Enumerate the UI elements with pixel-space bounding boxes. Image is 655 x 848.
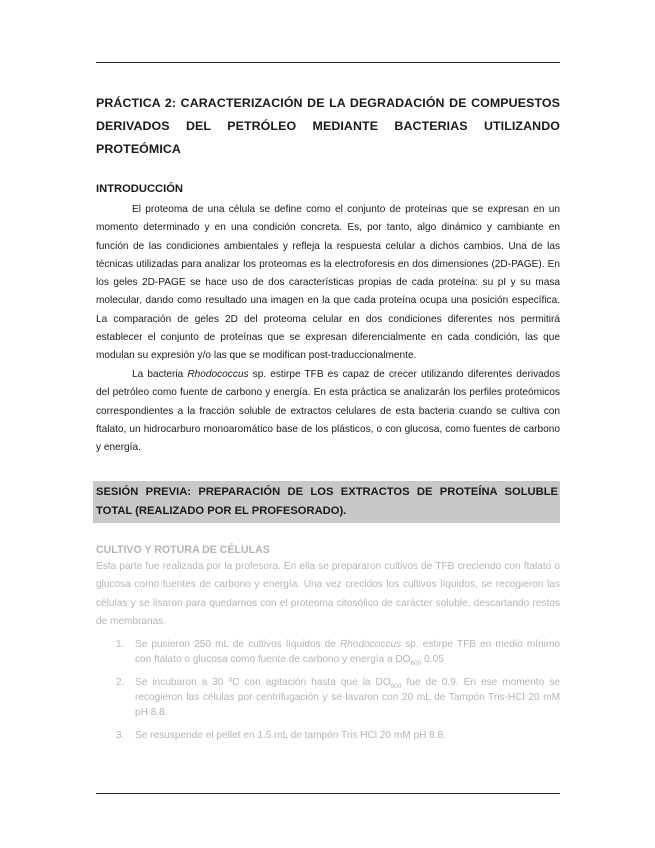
intro-p2-text-end: sp. estirpe TFB es capaz de crecer utilizando diferentes derivados del petróleo como fuente de carbono y energía. En esta práctica se analizarán los perfiles proteómicos correspondientes a la fracción soluble de extractos celulares de esta bacteria cuando se cultiva con ftalato, un hidrocarburo monoaromático base de los plásticos, o con glucosa, como fuentes de carbono y energía. — [96, 369, 561, 454]
step-text: sp. estirpe TFB en medio mínimo con ftalato o glucosa como fuente de carbono y energía a DO — [135, 639, 560, 665]
step-number: 3. — [116, 730, 125, 741]
footer-rule — [96, 793, 560, 794]
step-text: Se resuspende el pellet en 1.5 mL de tampón Tris HCl 20 mM pH 8.8. — [135, 730, 447, 741]
procedure-step — [116, 675, 560, 720]
step-number: 1. — [116, 639, 125, 650]
session-heading: SESIÓN PREVIA: PREPARACIÓN DE LOS EXTRACTOS DE PROTEÍNA SOLUBLE TOTAL (REALIZADO POR EL PROFESORADO). — [96, 486, 558, 517]
cultivo-paragraph: Esta parte fue realizada por la profesora. En ella se prepararon cultivos de TFB creciendo con ftalato o glucosa como fuentes de carbono y energía. Una vez crecidos los cultivos líquidos, se recogieron las células y se lisaron para quedarnos con el proteoma citosólico de carácter soluble, descartando restos de membranas. — [96, 561, 560, 627]
od-subscript: 600 — [390, 683, 402, 691]
intro-paragraph-1: El proteoma de una célula se define como el conjunto de proteínas que se expresan en un momento determinado y en una condición concreta. Es, por tanto, algo dinámico y cambiante en función de las condiciones ambientales y refleja la respuesta celular a dichos cambios. Una de las técnicas utilizadas para analizar los proteomas es la electroforesis en dos dimensiones (2D-PAGE). En los geles 2D-PAGE se hace uso de dos características propias de cada proteína: su pI y su masa molecular, dando como resultado una imagen en la que cada proteína ocupa una posición específica. La comparación de geles 2D del proteoma celular en dos condiciones diferentes nos permitirá establecer el conjunto de proteínas que se expresan diferencialmente en cada condición, las que modulan su expresión y/o las que se modifican post-traduccionalmente. — [96, 204, 560, 362]
step-text: Se incubaron a 30 ºC con agitación hasta que la DO — [135, 677, 391, 688]
species-name: Rhodococcus — [339, 639, 402, 650]
step-text: fue de 0.9. En ese momento se recogieron las células por centrifugación y se lavaron con 20 mL de Tampón Tris-HCl 20 mM pH 8.8. — [135, 677, 560, 718]
species-name: Rhodococcus — [187, 369, 249, 380]
page-title: PRÁCTICA 2: CARACTERIZACIÓN DE LA DEGRADACIÓN DE COMPUESTOS DERIVADOS DEL PETRÓLEO MEDIANTE BACTERIAS UTILIZANDO PROTEÓMICA — [96, 96, 560, 156]
procedure-step — [116, 637, 560, 667]
step-number: 2. — [116, 677, 125, 688]
session-heading-box — [93, 481, 560, 523]
intro-p2-text-start: La bacteria — [132, 369, 188, 380]
od-subscript: 600 — [410, 660, 422, 668]
procedure-steps — [116, 637, 560, 751]
header-rule — [96, 62, 560, 63]
section-heading-introduccion: INTRODUCCIÓN — [96, 183, 184, 195]
subsection-heading-cultivo: CULTIVO Y ROTURA DE CÉLULAS — [96, 544, 270, 556]
intro-paragraph-2 — [96, 366, 560, 457]
procedure-step — [116, 728, 560, 743]
step-text: Se pusieron 250 mL de cultivos líquidos de — [135, 639, 340, 650]
step-text: 0.05 — [421, 654, 444, 665]
